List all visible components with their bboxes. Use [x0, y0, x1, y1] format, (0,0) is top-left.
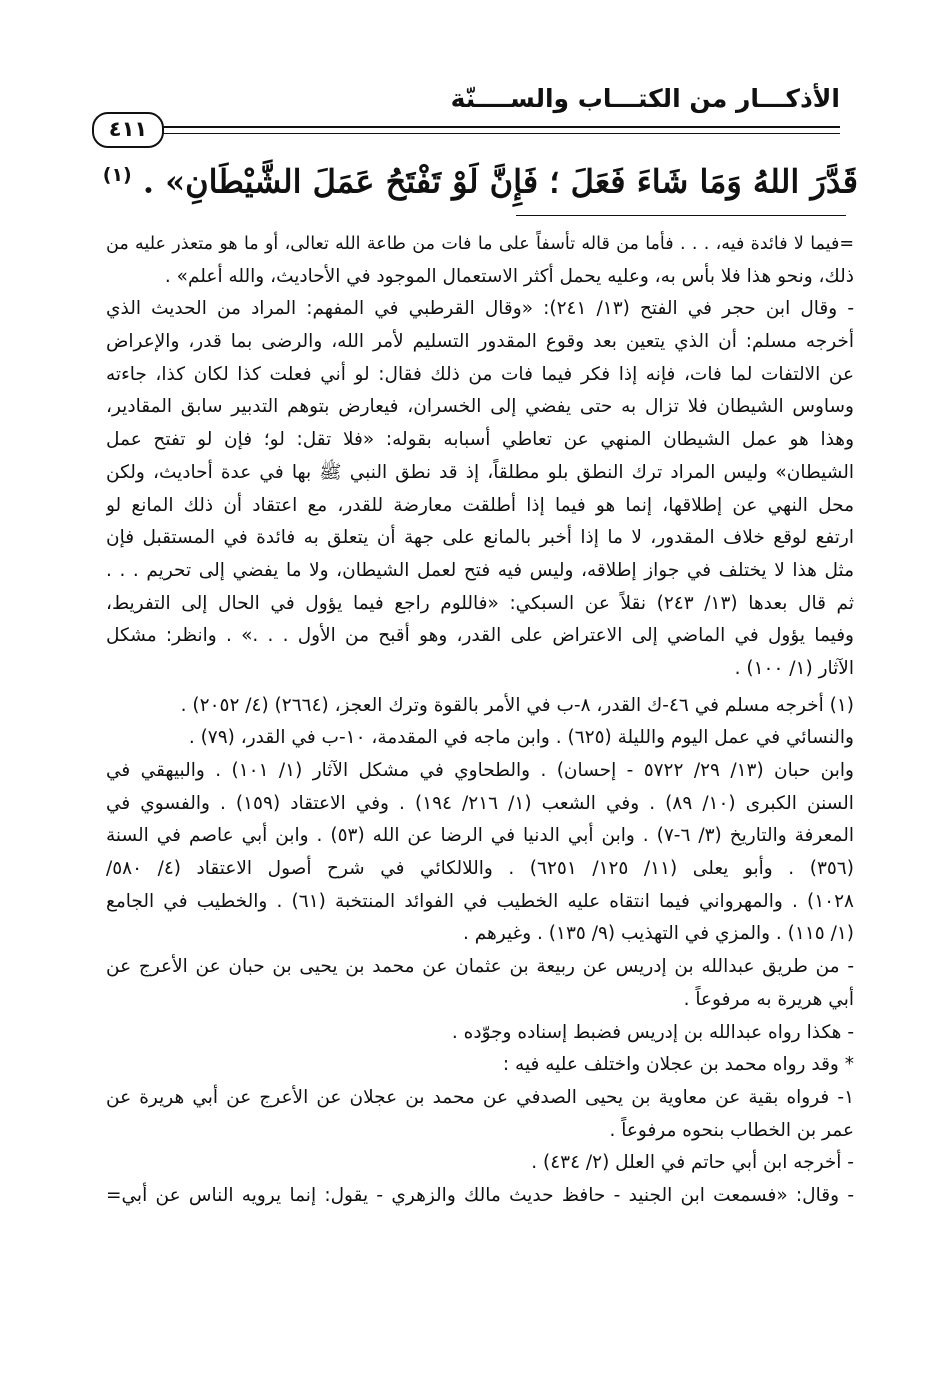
text-line: ثم قال بعدها (١٣/ ٢٤٣) نقلاً عن السبكي: «فاللوم راجع فيما يؤول في الحال إلى التفريط،	[106, 592, 854, 614]
text-line: محل النهي عن إطلاقها، إنما هو فيما إذا أطلقت معارضة للقدر، مع اعتقاد أن ذلك المانع لو	[106, 494, 854, 516]
text-line: (٣٥٦) . وأبو يعلى (١١/ ١٢٥/ ٦٢٥١) . واللالكائي في شرح أصول الاعتقاد (٤/ ٥٨٠/	[106, 858, 854, 880]
text-line: الشيطان» وليس المراد ترك النطق بلو مطلقاً، إذ قد نطق النبي ﷺ بها في عدة أحاديث، ولكن	[106, 461, 854, 483]
text-line: - أخرجه ابن أبي حاتم في العلل (٢/ ٤٣٤) .	[531, 1152, 854, 1174]
text-line: (١) أخرجه مسلم في ٤٦-ك القدر، ٨-ب في الأمر بالقوة وترك العجز، (٢٦٦٤) (٤/ ٢٠٥٢) .	[180, 694, 854, 716]
footnote-marker: (١)	[102, 164, 132, 186]
text-line: أبي هريرة به مرفوعاً .	[683, 988, 854, 1010]
text-line: ١٠٢٨) . والمهرواني فيما انتقاه عليه الخطيب في الفوائد المنتخبة (٦١) . والخطيب في الجامع	[106, 890, 854, 912]
text-line: السنن الكبرى (١٠/ ٨٩) . وفي الشعب (١/ ٢١٦/ ١٩٤) . وفي الاعتقاد (١٥٩) . والفسوي في	[106, 792, 854, 814]
text-line: المعرفة والتاريخ (٣/ ٦-٧) . وابن أبي الدنيا في الرضا عن الله (٥٣) . وابن أبي عاصم في السنة	[106, 825, 854, 847]
hadith-text	[98, 150, 858, 207]
footnotes	[106, 228, 854, 1213]
text-line: =فيما لا فائدة فيه، . . . فأما من قاله تأسفاً على ما فات من طاعة الله تعالى، أو ما هو متعذر عليه من	[106, 234, 854, 254]
text-line: عن الالتفات لما فات، فإنه إذا فكر فيما فات من ذلك فقال: لو أني فعلت كذا لكان كذا، جاءته	[106, 363, 854, 385]
page-number: ٤١١	[92, 112, 164, 148]
text-line: ارتفع لوقع خلاف المقدور، لا ما إذا أخبر بالمانع على جهة أن يتعلق به فائدة في المستقبل فإن	[106, 527, 854, 549]
text-line: والنسائي في عمل اليوم والليلة (٦٢٥) . وابن ماجه في المقدمة، ١٠-ب في القدر، (٧٩) .	[188, 727, 854, 749]
header-rule	[156, 126, 840, 134]
text-line: وابن حبان (١٣/ ٢٩/ ٥٧٢٢ - إحسان) . والطحاوي في مشكل الآثار (١/ ١٠١) . والبيهقي في	[106, 760, 854, 781]
book-title: الأذكـــار من الكتـــاب والســــنّة	[450, 84, 840, 113]
hadith-line: قَدَّرَ اللهُ وَمَا شَاءَ فَعَلَ ؛ فَإِنَّ لَوْ تَفْتَحُ عَمَلَ الشَّيْطَانِ» .	[142, 162, 858, 201]
text-line: وساوس الشيطان فلا تزال به حتى يفضي إلى الخسران، فيعارض بتوهم التدبير سابق المقادير،	[106, 396, 854, 418]
text-line: أخرجه مسلم: أن الذي يتعين بعد وقوع المقدور التسليم لأمر الله، والرضى بما قدر، والإعراض	[106, 331, 854, 353]
text-line: ١- فرواه بقية عن معاوية بن يحيى الصدفي عن محمد بن عجلان عن الأعرج عن أبي هريرة عن	[106, 1086, 854, 1108]
text-line: وفيما يؤول في الماضي إلى الاعتراض على القدر، وهو أقبح من الأول . . .» . وانظر: مشكل	[106, 625, 854, 647]
text-line: وهذا هو عمل الشيطان المنهي عن تعاطي أسبابه بقوله: «فلا تقل: لو؛ فإن لو تفتح عمل	[106, 429, 854, 451]
footnote-separator	[516, 215, 846, 216]
text-line: - وقال ابن حجر في الفتح (١٣/ ٢٤١): «وقال القرطبي في المفهم: المراد من الحديث الذي	[106, 298, 854, 320]
text-line: (١/ ١١٥) . والمزي في التهذيب (٩/ ١٣٥) . وغيرهم .	[462, 923, 854, 945]
text-line: ذلك، ونحو هذا فلا بأس به، وعليه يحمل أكثر الاستعمال الموجود في الأحاديث، والله أعلم» .	[164, 265, 854, 287]
text-line: * وقد رواه محمد بن عجلان واختلف عليه فيه :	[502, 1054, 854, 1076]
text-line: - من طريق عبدالله بن إدريس عن ربيعة بن عثمان عن محمد بن يحيى بن حبان عن الأعرج عن	[106, 956, 854, 978]
text-line: عمر بن الخطاب بنحوه مرفوعاً .	[609, 1119, 854, 1141]
running-header	[92, 84, 840, 140]
text-line: الآثار (١/ ١٠٠) .	[734, 657, 854, 679]
text-line: - هكذا رواه عبدالله بن إدريس فضبط إسناده وجوّده .	[451, 1021, 854, 1043]
text-line: مثل هذا لا يختلف في جواز إطلاقه، وليس فيه فتح لعمل الشيطان، ولا ما يفضي إلى تحريم . . .	[106, 559, 854, 581]
text-line: - وقال: «فسمعت ابن الجنيد - حافظ حديث مالك والزهري - يقول: إنما يرويه الناس عن أبي=	[106, 1184, 854, 1206]
